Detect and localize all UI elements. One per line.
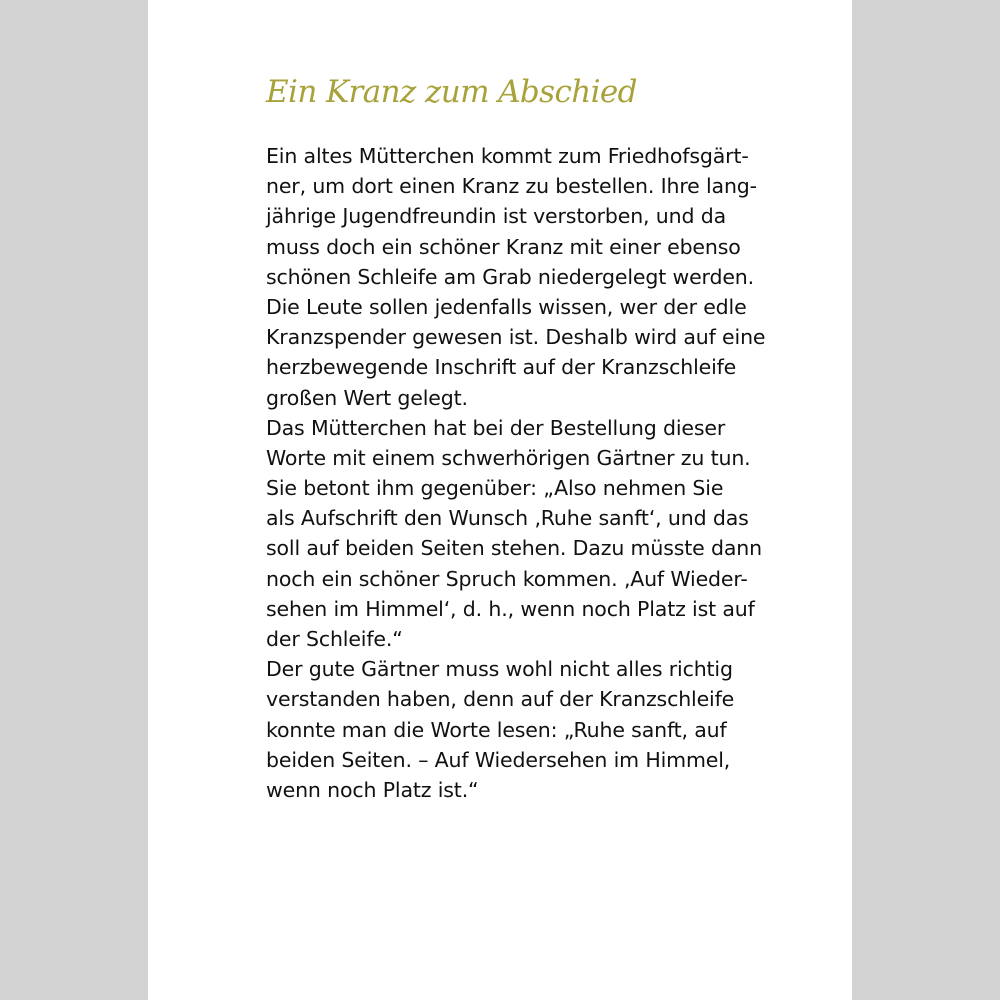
text-line: Das Mütterchen hat bei der Bestellung dieser	[266, 415, 726, 440]
text-line: Ein altes Mütterchen kommt zum Friedhofsgärt-	[266, 144, 749, 168]
text-line: ner, um dort einen Kranz zu bestellen. Ihre lang-	[266, 174, 757, 199]
text-line: als Aufschrift den Wunsch ‚Ruhe sanft‘, und das	[266, 506, 749, 531]
book-page	[148, 0, 852, 1000]
text-line: jährige Jugendfreundin ist verstorben, und da	[266, 204, 726, 229]
story-title: Ein Kranz zum Abschied	[266, 74, 637, 110]
text-line: noch ein schöner Spruch kommen. ‚Auf Wieder-	[266, 566, 748, 591]
text-line: konnte man die Worte lesen: „Ruhe sanft, auf	[266, 717, 727, 742]
text-line: Der gute Gärtner muss wohl nicht alles richtig	[266, 657, 733, 682]
text-line: Kranzspender gewesen ist. Deshalb wird auf eine	[266, 325, 766, 350]
text-line: herzbewegende Inschrift auf der Kranzschleife	[266, 355, 737, 380]
text-line: Sie betont ihm gegenüber: „Also nehmen Sie	[266, 476, 724, 501]
text-line: soll auf beiden Seiten stehen. Dazu müsste dann	[266, 536, 762, 561]
story-body	[266, 141, 826, 805]
text-line: beiden Seiten. – Auf Wiedersehen im Himmel,	[266, 747, 731, 772]
text-line: großen Wert gelegt.	[266, 385, 468, 410]
text-line: der Schleife.“	[266, 627, 403, 651]
text-line: sehen im Himmel‘, d. h., wenn noch Platz ist auf	[266, 596, 755, 621]
text-line: verstanden haben, denn auf der Kranzschleife	[266, 687, 735, 712]
text-line: Worte mit einem schwerhörigen Gärtner zu tun.	[266, 445, 751, 470]
text-line: Die Leute sollen jedenfalls wissen, wer der edle	[266, 294, 747, 319]
text-line: muss doch ein schöner Kranz mit einer ebenso	[266, 234, 741, 259]
text-line: wenn noch Platz ist.“	[266, 777, 479, 802]
text-line: schönen Schleife am Grab niedergelegt werden.	[266, 264, 755, 289]
